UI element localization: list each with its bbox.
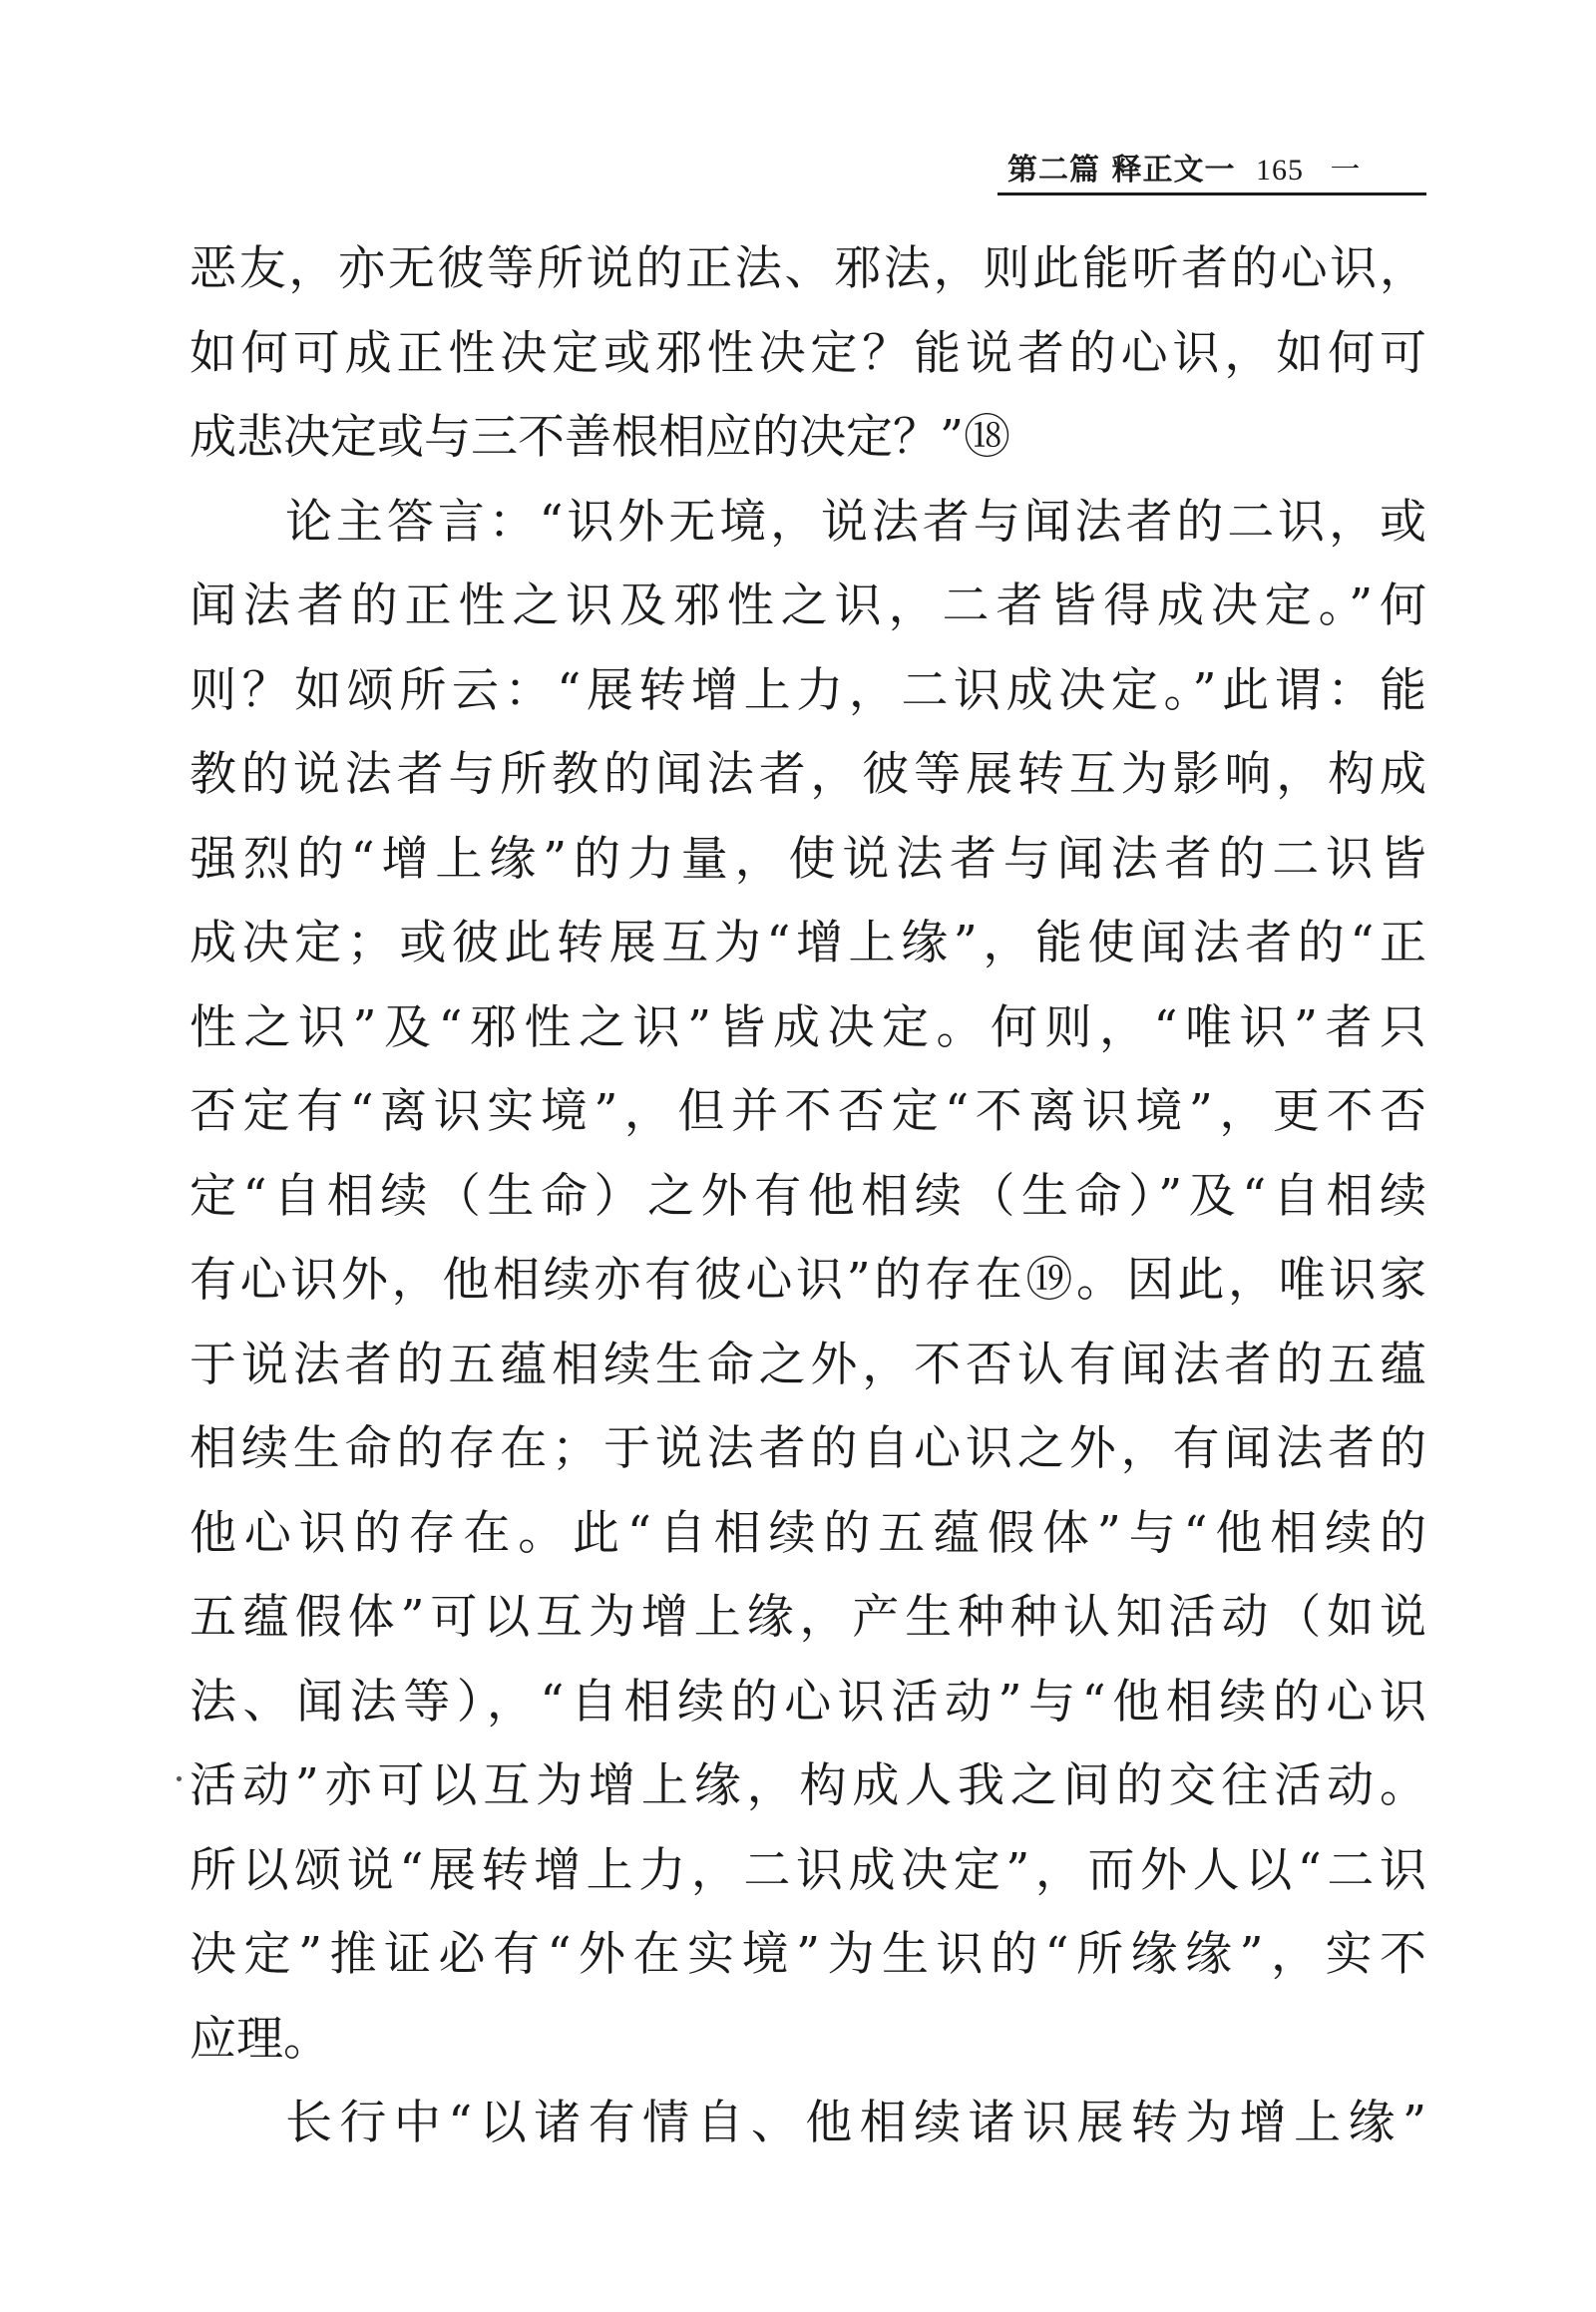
text-line: 性之识”及“邪性之识”皆成决定。何则，“唯识”者只 [190, 999, 1426, 1055]
text-line: 教的说法者与所教的闻法者，彼等展转互为影响，构成 [190, 747, 1426, 802]
page-number: 165 [1256, 154, 1304, 187]
text-line: 应理。 [190, 2011, 330, 2067]
text-line: 成决定；或彼此转展互为“增上缘”，能使闻法者的“正 [190, 916, 1426, 970]
paragraph-start-line: 论主答言：“识外无境，说法者与闻法者的二识，或 [285, 494, 1426, 550]
paragraph-start-line: 长行中“以诸有情自、他相续诸识展转为增上缘” [285, 2096, 1426, 2150]
text-line: 他心识的存在。此“自相续的五蕴假体”与“他相续的 [190, 1505, 1426, 1561]
text-line: 于说法者的五蕴相续生命之外，不否认有闻法者的五蕴 [190, 1337, 1426, 1392]
scan-mark [177, 1776, 182, 1781]
text-line: 相续生命的存在；于说法者的自心识之外，有闻法者的 [190, 1421, 1426, 1476]
text-line: 则？如颂所云：“展转增上力，二识成决定。”此谓：能 [190, 662, 1426, 718]
text-line: 有心识外，他相续亦有彼心识”的存在⑲。因此，唯识家 [190, 1253, 1426, 1308]
running-header [1007, 148, 1426, 193]
text-line: 强烈的“增上缘”的力量，使说法者与闻法者的二识皆 [190, 831, 1426, 887]
text-line: 决定”推证必有“外在实境”为生识的“所缘缘”，实不 [190, 1927, 1426, 1982]
header-rule [998, 193, 1426, 195]
text-line: 定“自相续（生命）之外有他相续（生命）”及“自相续 [190, 1168, 1426, 1224]
chapter-title: 第二篇 释正文一 [1007, 153, 1236, 188]
header-dash: 一 [1330, 153, 1362, 188]
text-line: 活动”亦可以互为增上缘，构成人我之间的交往活动。 [190, 1758, 1426, 1813]
body-text [190, 227, 1426, 2166]
text-line: 否定有“离识实境”，但并不否定“不离识境”，更不否 [190, 1084, 1426, 1139]
text-line: 闻法者的正性之识及邪性之识，二者皆得成决定。”何 [190, 578, 1426, 633]
text-line: 成悲决定或与三不善根相应的决定？”⑱ [190, 410, 1011, 465]
text-line: 所以颂说“展转增上力，二识成决定”，而外人以“二识 [190, 1842, 1426, 1898]
text-line: 如何可成正性决定或邪性决定？能说者的心识，如何可 [190, 325, 1426, 381]
text-line: 法、闻法等），“自相续的心识活动”与“他相续的心识 [190, 1674, 1426, 1730]
text-line: 恶友，亦无彼等所说的正法、邪法，则此能听者的心识， [190, 241, 1426, 296]
text-line: 五蕴假体”可以互为增上缘，产生种种认知活动（如说 [190, 1590, 1426, 1645]
